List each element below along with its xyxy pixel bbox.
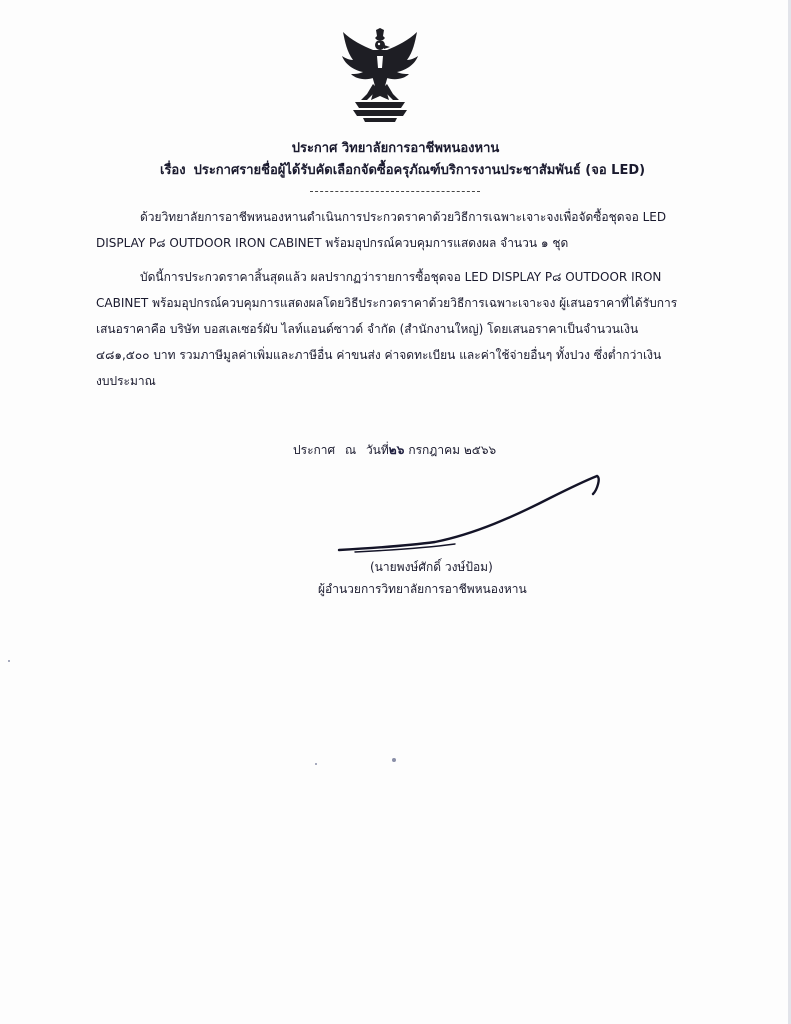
- paragraph-2-line-3: เสนอราคาคือ บริษัท บอสเลเซอร์ผับ ไลท์แอนด์ซาวด์ จำกัด (สำนักงานใหญ่) โดยเสนอราคาเป็นจำนวนเงิน: [96, 322, 639, 336]
- scan-speck: [392, 758, 396, 762]
- date-at: ณ: [344, 443, 357, 457]
- paragraph-2-line-2: CABINET พร้อมอุปกรณ์ควบคุมการแสดงผลโดยวิธีประกวดราคาด้วยวิธีการเฉพาะเจาะจง ผู้เสนอราคาที่ได้รับการ: [96, 296, 678, 310]
- paragraph-2-line-1: บัดนี้การประกวดราคาสิ้นสุดแล้ว ผลปรากฏว่ารายการซื้อชุดจอ LED DISPLAY P๘ OUTDOOR IRON: [140, 270, 662, 284]
- handwritten-day: ๒๖: [388, 443, 405, 457]
- scan-speck: [8, 660, 10, 662]
- signatory-name: (นายพงษ์ศักดิ์ วงษ์ป้อม): [370, 560, 493, 574]
- signatory-position: ผู้อำนวยการวิทยาลัยการอาชีพหนองหาน: [318, 582, 527, 596]
- month-year: กรกฎาคม ๒๕๖๖: [408, 443, 497, 457]
- paragraph-1-line-1: ด้วยวิทยาลัยการอาชีพหนองหานดำเนินการประกวดราคาด้วยวิธีการเฉพาะเจาะจงเพื่อจัดซื้อชุดจอ LED: [140, 210, 667, 224]
- handwritten-signature-icon: [335, 468, 605, 558]
- date-prefix: ประกาศ: [293, 443, 336, 457]
- garuda-emblem-icon: [337, 28, 423, 122]
- subject-text: ประกาศรายชื่อผู้ได้รับคัดเลือกจัดซื้อครุภัณฑ์บริการงานประชาสัมพันธ์ (จอ LED): [193, 163, 646, 178]
- day-label: วันที่: [365, 443, 389, 457]
- announcement-subject: [160, 162, 646, 180]
- paragraph-2-line-5: งบประมาณ: [96, 374, 156, 388]
- announcement-title: ประกาศ วิทยาลัยการอาชีพหนองหาน: [291, 141, 500, 156]
- title-divider: [310, 191, 480, 192]
- paragraph-2-line-4: ๔๘๑,๕๐๐ บาท รวมภาษีมูลค่าเพิ่มและภาษีอื่น ค่าขนส่ง ค่าจดทะเบียน และค่าใช้จ่ายอื่นๆ ทั้งปวง ซึ่งต่ำกว่าเงิน: [96, 348, 662, 362]
- announcement-date: [293, 438, 502, 462]
- scan-speck: [315, 763, 317, 765]
- subject-label: เรื่อง: [160, 163, 186, 178]
- paragraph-1-line-2: DISPLAY P๘ OUTDOOR IRON CABINET พร้อมอุปกรณ์ควบคุมการแสดงผล จำนวน ๑ ชุด: [96, 236, 569, 250]
